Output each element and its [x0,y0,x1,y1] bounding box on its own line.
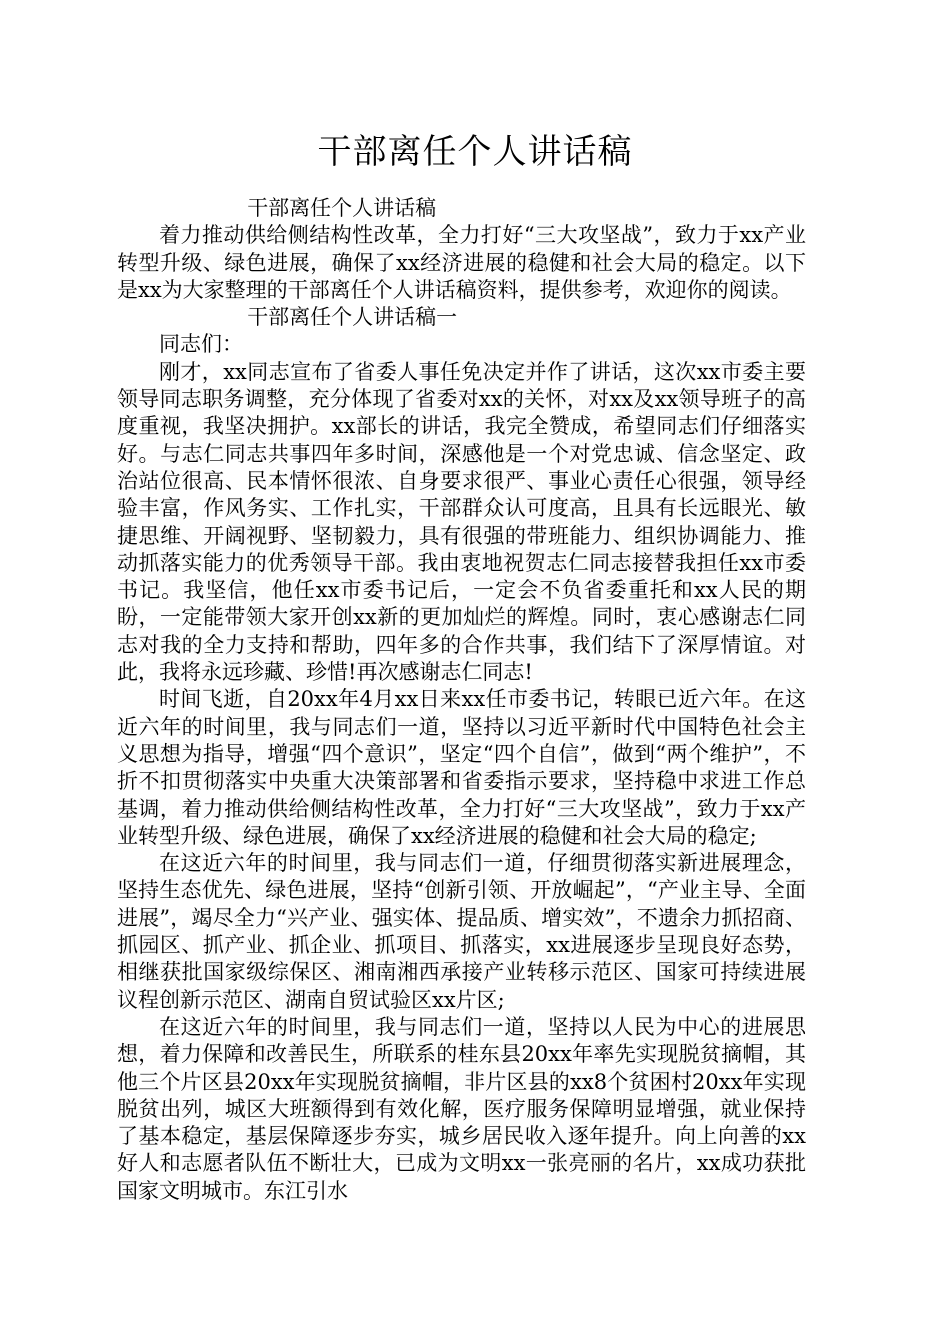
body-paragraph: 在这近六年的时间里，我与同志们一道，坚持以人民为中心的进展思想，着力保障和改善民生，所联系的桂东县20xx年率先实现脱贫摘帽，其他三个片区县20xx年实现脱贫摘帽，非片区县的xx8个贫困村20xx年实现脱贫出列，城区大班额得到有效化解，医疗服务保障明显增强，就业保持了基本稳定，基层保障逐步夯实，城乡居民收入逐年提升。向上向善的xx好人和志愿者队伍不断壮大，已成为文明xx一张亮丽的名片，xx成功获批国家文明城市。东江引水 [117,1014,806,1203]
section-heading: 干部离任个人讲话稿 [247,196,437,220]
salutation: 同志们： [159,332,243,357]
body-paragraph: 刚才，xx同志宣布了省委人事任免决定并作了讲话，这次xx市委主要领导同志职务调整，充分体现了省委对xx的关怀，对xx及xx领导班子的高度重视，我坚决拥护。xx部长的讲话，我完全赞成，希望同志们仔细落实好。与志仁同志共事四年多时间，深感他是一个对党忠诚、信念坚定、政治站位很高、民本情怀很浓、自身要求很严、事业心责任心很强，领导经验丰富，作风务实、工作扎实，干部群众认可度高，且具有长远眼光、敏捷思维、开阔视野、坚韧毅力，具有很强的带班能力、组织协调能力、推动抓落实能力的优秀领导干部。我由衷地祝贺志仁同志接替我担任xx市委书记。我坚信，他任xx市委书记后，一定会不负省委重托和xx人民的期盼，一定能带领大家开创xx新的更加灿烂的辉煌。同时，衷心感谢志仁同志对我的全力支持和帮助，四年多的合作共事，我们结下了深厚情谊。对此，我将永远珍藏、珍惜!再次感谢志仁同志! [117,359,806,685]
section-heading: 干部离任个人讲话稿一 [247,305,458,330]
body-paragraph: 在这近六年的时间里，我与同志们一道，仔细贯彻落实新进展理念，坚持生态优先、绿色进展，坚持“创新引领、开放崛起”，“产业主导、全面进展”，竭尽全力“兴产业、强实体、提品质、增实效”，不遗余力抓招商、抓园区、抓产业、抓企业、抓项目、抓落实，xx进展逐步呈现良好态势，相继获批国家级综保区、湘南湘西承接产业转移示范区、国家可持续进展议程创新示范区、湖南自贸试验区xx片区; [117,851,806,1012]
body-paragraph: 时间飞逝，自20xx年4月xx日来xx任市委书记，转眼已近六年。在这近六年的时间里，我与同志们一道，坚持以习近平新时代中国特色社会主义思想为指导，增强“四个意识”，坚定“四个自信”，做到“两个维护”，不折不扣贯彻落实中央重大决策部署和省委指示要求，坚持稳中求进工作总基调，着力推动供给侧结构性改革，全力打好“三大攻坚战”，致力于xx产业转型升级、绿色进展，确保了xx经济进展的稳健和社会大局的稳定; [117,687,806,848]
document-title: 干部离任个人讲话稿 [317,132,633,172]
document-body [117,195,806,1205]
body-paragraph: 着力推动供给侧结构性改革，全力打好“三大攻坚战”，致力于xx产业转型升级、绿色进展，确保了xx经济进展的稳健和社会大局的稳定。以下是xx为大家整理的干部离任个人讲话稿资料，提供参考，欢迎你的阅读。 [117,223,806,302]
